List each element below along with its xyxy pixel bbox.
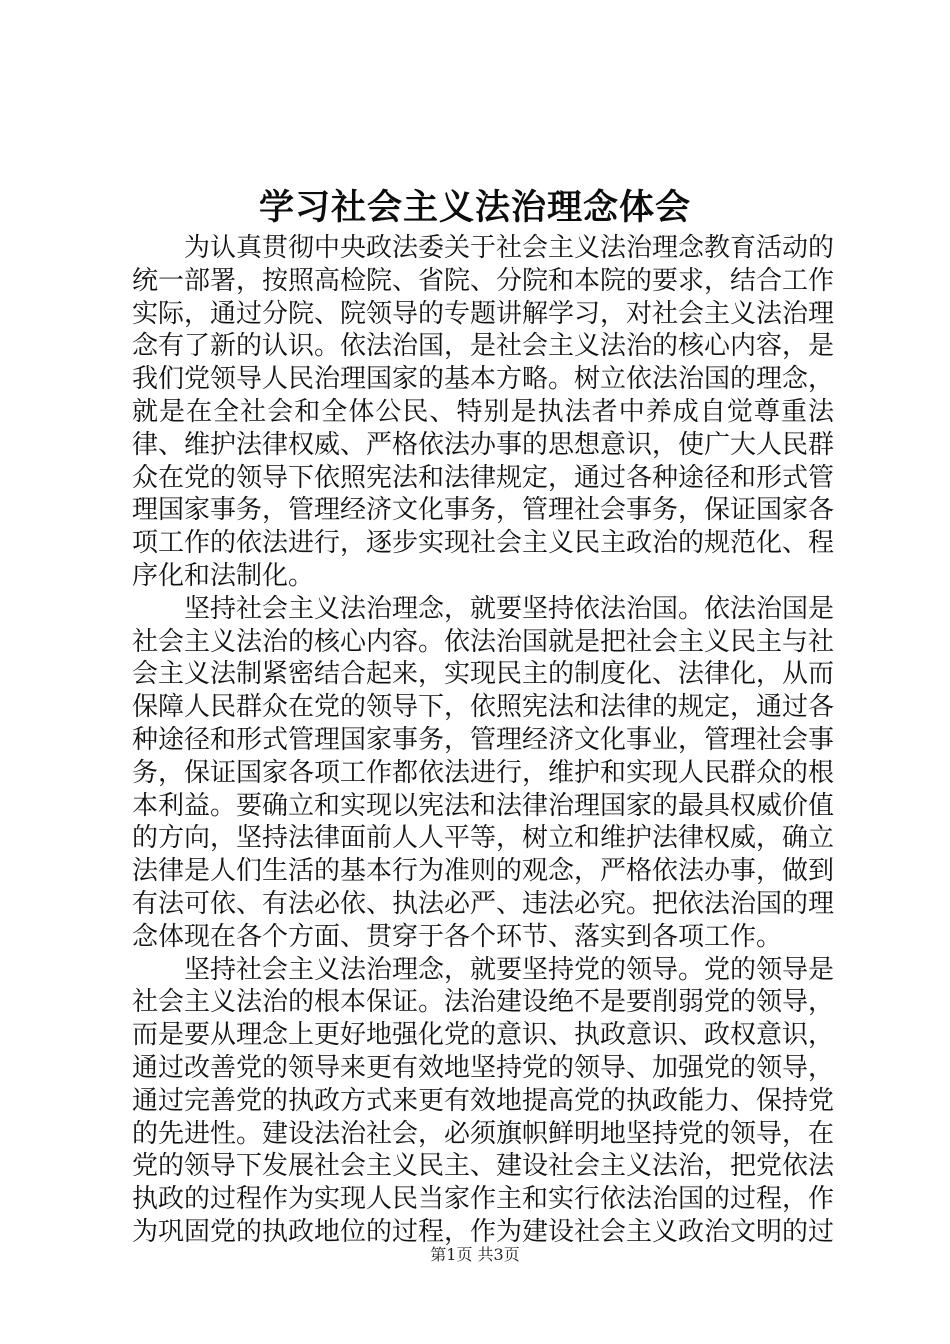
page-number-footer: 第1页 共3页 (430, 1245, 520, 1264)
paragraph-2: 坚持社会主义法治理念，就要坚持依法治国。依法治国是社会主义法治的核心内容。依法治国就是把社会主义民主与社会主义法制紧密结合起来，实现民主的制度化、法律化，从而保障人民群众在党的领导下，依照宪法和法律的规定，通过各种途径和形式管理国家事务，管理经济文化事业，管理社会事务，保证国家各项工作都依法进行，维护和实现人民群众的根本利益。要确立和实现以宪法和法律治理国家的最具权威价值的方向，坚持法律面前人人平等，树立和维护法律权威，确立法律是人们生活的基本行为准则的观念，严格依法办事，做到有法可依、有法必依、执法必严、违法必究。把依法治国的理念体现在各个方面、贯穿于各个环节、落实到各项工作。 (132, 593, 835, 952)
paragraph-3: 坚持社会主义法治理念，就要坚持党的领导。党的领导是社会主义法治的根本保证。法治建设绝不是要削弱党的领导，而是要从理念上更好地强化党的意识、执政意识、政权意识，通过改善党的领导来更有效地坚持党的领导、加强党的领导，通过完善党的执政方式来更有效地提高党的执政能力、保持党的先进性。建设法治社会，必须旗帜鲜明地坚持党的领导，在党的领导下发展社会主义民主、建设社会主义法治，把党依法执政的过程作为实现人民当家作主和实行依法治国的过程，作为巩固党的执政地位的过程，作为建设社会主义政治文明的过 (132, 954, 835, 1247)
document-title: 学习社会主义法治理念体会 (258, 187, 691, 228)
paragraph-1: 为认真贯彻中央政法委关于社会主义法治理念教育活动的统一部署，按照高检院、省院、分院和本院的要求，结合工作实际，通过分院、院领导的专题讲解学习，对社会主义法治理念有了新的认识。依法治国，是社会主义法治的核心内容，是我们党领导人民治理国家的基本方略。树立依法治国的理念，就是在全社会和全体公民、特别是执法者中养成自觉尊重法律、维护法律权威、严格依法办事的思想意识，使广大人民群众在党的领导下依照宪法和法律规定，通过各种途径和形式管理国家事务，管理经济文化事务，管理社会事务，保证国家各项工作的依法进行，逐步实现社会主义民主政治的规范化、程序化和法制化。 (132, 233, 835, 591)
document-body (132, 232, 834, 1249)
